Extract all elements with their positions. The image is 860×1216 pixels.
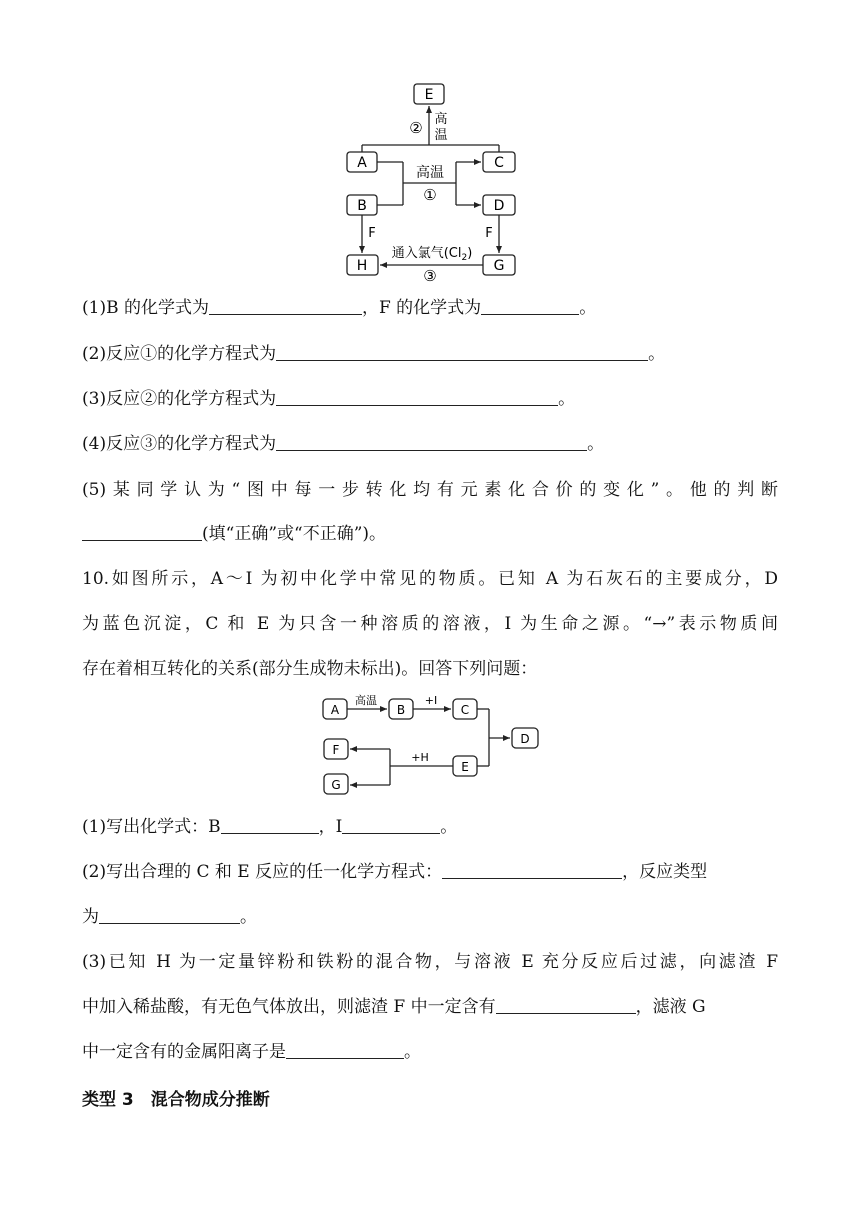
q9-part-5-line-1: (5)某同学认为“图中每一步转化均有元素化合价的变化”。他的判断 [82,480,778,500]
node-d-label: D [493,198,505,214]
node-c-label: C [494,155,504,171]
edge-bh-label: F [368,226,376,241]
node-h-label: H [356,258,368,274]
node-e-label: E [461,760,469,774]
reaction-diagram-1 [0,0,860,290]
answer-blank[interactable] [276,433,587,451]
q9-part-1: (1)B 的化学式为 ，F 的化学式为 。 [82,298,597,318]
node-a-label: A [357,155,367,171]
edge-1-number: ① [423,186,437,204]
node-a-label: A [330,703,340,717]
answer-blank[interactable] [209,297,362,315]
answer-blank[interactable] [276,388,558,406]
q10-part-2-line-1: (2)写出合理的 C 和 E 反应的任一化学方程式： ，反应类型 [82,862,708,882]
q9-part-5-line-2: (填“正确”或“不正确”)。 [82,522,386,546]
q9-part-3: (3)反应②的化学方程式为 。 [82,389,576,409]
node-f-label: F [332,743,340,757]
answer-blank[interactable] [221,816,319,834]
edge-3-condition: 通入氯气$(Cl_2)$ [391,246,473,263]
q10-part-3-line-2: 中加入稀盐酸，有无色气体放出，则滤渣 F 中一定含有 ，滤液 G [82,997,706,1017]
q10-stem-line-1: 10.如图所示，A～I 为初中化学中常见的物质。已知 A 为石灰石的主要成分，D [82,569,778,589]
node-b-label: B [396,703,406,717]
node-g-label: G [331,778,341,792]
edge-bc-label: +I [424,694,438,707]
q10-part-3-line-1: (3)已知 H 为一定量锌粉和铁粉的混合物，与溶液 E 充分反应后过滤，向滤渣 F [82,952,778,972]
q9-part-4: (4)反应③的化学方程式为 。 [82,434,605,454]
q9-part-2: (2)反应①的化学方程式为 。 [82,344,666,364]
q10-part-3-line-3: 中一定含有的金属阳离子是 。 [82,1042,421,1062]
answer-blank[interactable] [286,1041,404,1059]
node-b-label: B [357,198,367,214]
edge-2-number: ② [409,119,423,137]
q10-part-1: (1)写出化学式：B ，I 。 [82,817,458,837]
answer-blank[interactable] [442,861,622,879]
edge-dg-label: F [485,226,493,241]
edge-3-number: ③ [423,267,437,285]
answer-blank[interactable] [496,996,636,1014]
edge-2-condition-b: 温 [434,128,448,143]
answer-blank[interactable] [82,523,202,541]
section-heading: 类型 3 混合物成分推断 [82,1090,270,1110]
node-e-label: E [424,87,434,103]
node-c-label: C [460,703,470,717]
edge-e-label: +H [411,751,429,764]
answer-blank[interactable] [276,343,648,361]
q10-stem-line-2: 为蓝色沉淀，C 和 E 为只含一种溶质的溶液，I 为生命之源。“→”表示物质间 [82,614,778,634]
answer-blank[interactable] [342,816,440,834]
edge-ab-label: 高温 [355,694,377,707]
answer-blank[interactable] [481,297,579,315]
node-g-label: G [493,258,505,274]
node-d-label: D [520,732,530,746]
q10-stem-line-3: 存在着相互转化的关系(部分生成物未标出)。回答下列问题： [82,659,538,679]
edge-1-condition: 高温 [416,165,444,181]
answer-blank[interactable] [99,906,240,924]
reaction-diagram-2 [0,690,860,800]
q10-part-2-line-2: 为 。 [82,907,257,927]
edge-2-condition-a: 高 [434,112,448,127]
